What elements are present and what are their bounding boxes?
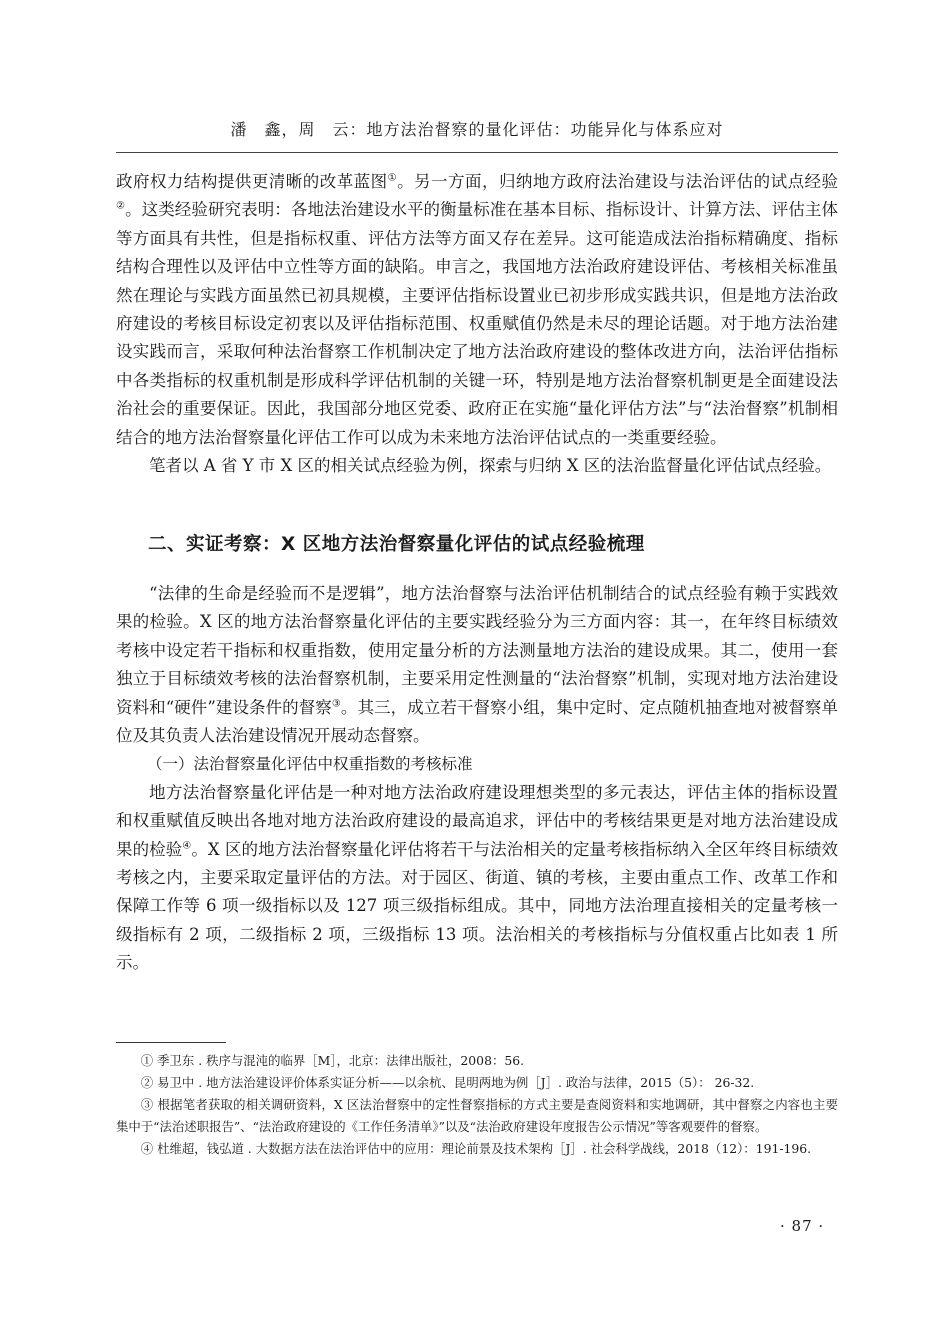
section2-paragraph-1: “法律的生命是经验而不是逻辑”，地方法治督察与法治评估机制结合的试点经验有赖于实践效果的检验。X 区的地方法治督察量化评估的主要实践经验分为三方面内容：其一，在年终目标绩效考核中设定若干指标和权重指数，使用定量分析的方法测量地方法治的建设成果。其二，使用一套独立于目标绩效考核的法治督察机制，主要采用定性测量的“法治督察”机制，实现对地方法治建设资料和“硬件”建设条件的督察③。其三，成立若干督察小组，集中定时、定点随机抽查地对被督察单位及其负责人法治建设情况开展动态督察。 [116,584,839,746]
section2-paragraph-2: 地方法治督察量化评估是一种对地方法治政府建设理想类型的多元表达，评估主体的指标设置和权重赋值反映出各地对地方法治政府建设的最高追求，评估中的考核结果更是对地方法治建设成果的检验④。X 区的地方法治督察量化评估将若干与法治相关的定量考核指标纳入全区年终目标绩效考核之内，主要采取定量评估的方法。对于园区、街道、镇的考核，主要由重点工作、改革工作和保障工作等 6 项一级指标以及 127 项三级指标组成。其中，同地方法治理直接相关的定量考核一级指标有 2 项，二级指标 2 项，三级指标 13 项。法治相关的考核指标与分值权重占比如表 1 所示。 [116,782,839,973]
footnote-3: ③ 根据笔者获取的相关调研资料，X 区法治督察中的定性督察指标的方式主要是查阅资料和实地调研，其中督察之内容也主要集中于“法治述职报告”、“法治政府建设的《工作任务清单》”以及“法治政府建设年度报告公示情况”等客观要件的督察。 [116,1097,838,1134]
running-header [116,116,838,153]
section-heading: 二、实证考察：X 区地方法治督察量化评估的试点经验梳理 [148,534,645,555]
subsection-heading: （一）法治督察量化评估中权重指数的考核标准 [147,755,473,774]
intro-block [116,168,838,480]
footnotes [116,1050,838,1160]
running-title: 潘 鑫，周 云：地方法治督察的量化评估：功能异化与体系应对 [230,120,724,139]
footnote-1: ① 季卫东 . 秩序与混沌的临界［M］，北京：法律出版社，2008：56. [140,1053,525,1068]
footnote-4: ④ 杜维超，钱弘道 . 大数据方法在法治评估中的应用：理论前景及技术架构［J］. 社会科学战线，2018（12）：191-196. [140,1141,812,1156]
footnote-ref-1[interactable]: ① [387,172,398,184]
intro-paragraph-2: 笔者以 A 省 Y 市 X 区的相关试点经验为例，探索与归纳 X 区的法治监督量化评估试点经验。 [149,456,832,476]
footnote-ref-4[interactable]: ④ [182,840,192,852]
footnote-2: ② 易卫中 . 地方法治建设评价体系实证分析——以余杭、昆明两地为例［J］. 政治与法律，2015（5）： 26-32. [140,1075,755,1090]
intro-paragraph-1: 政府权力结构提供更清晰的改革蓝图①。另一方面，归纳地方政府法治建设与法治评估的试点经验②。这类经验研究表明：各地法治建设水平的衡量标准在基本目标、指标设计、计算方法、评估主体等方面具有共性，但是指标权重、评估方法等方面又存在差异。这可能造成法治指标精确度、指标结构合理性以及评估中立性等方面的缺陷。申言之，我国地方法治政府建设评估、考核相关标准虽然在理论与实践方面虽然已初具规模，主要评估指标设置业已初步形成实践共识，但是地方法治政府建设的考核目标设定初衷以及评估指标范围、权重赋值仍然是未尽的理论话题。对于地方法治建设实践而言，采取何种法治督察工作机制决定了地方法治政府建设的整体改进方向，法治评估指标中各类指标的权重机制是形成科学评估机制的关键一环，特别是地方法治督察机制更是全面建设法治社会的重要保证。因此，我国部分地区党委、政府正在实施“量化评估方法”与“法治督察”机制相结合的地方法治督察量化评估工作可以成为未来地方法治评估试点的一类重要经验。 [116,172,839,447]
footnote-ref-3[interactable]: ③ [331,698,341,710]
section2-body [116,580,838,978]
footnote-divider [116,1042,226,1043]
page-number: · 87 · [780,1217,825,1235]
footnote-ref-2[interactable]: ② [116,200,126,212]
